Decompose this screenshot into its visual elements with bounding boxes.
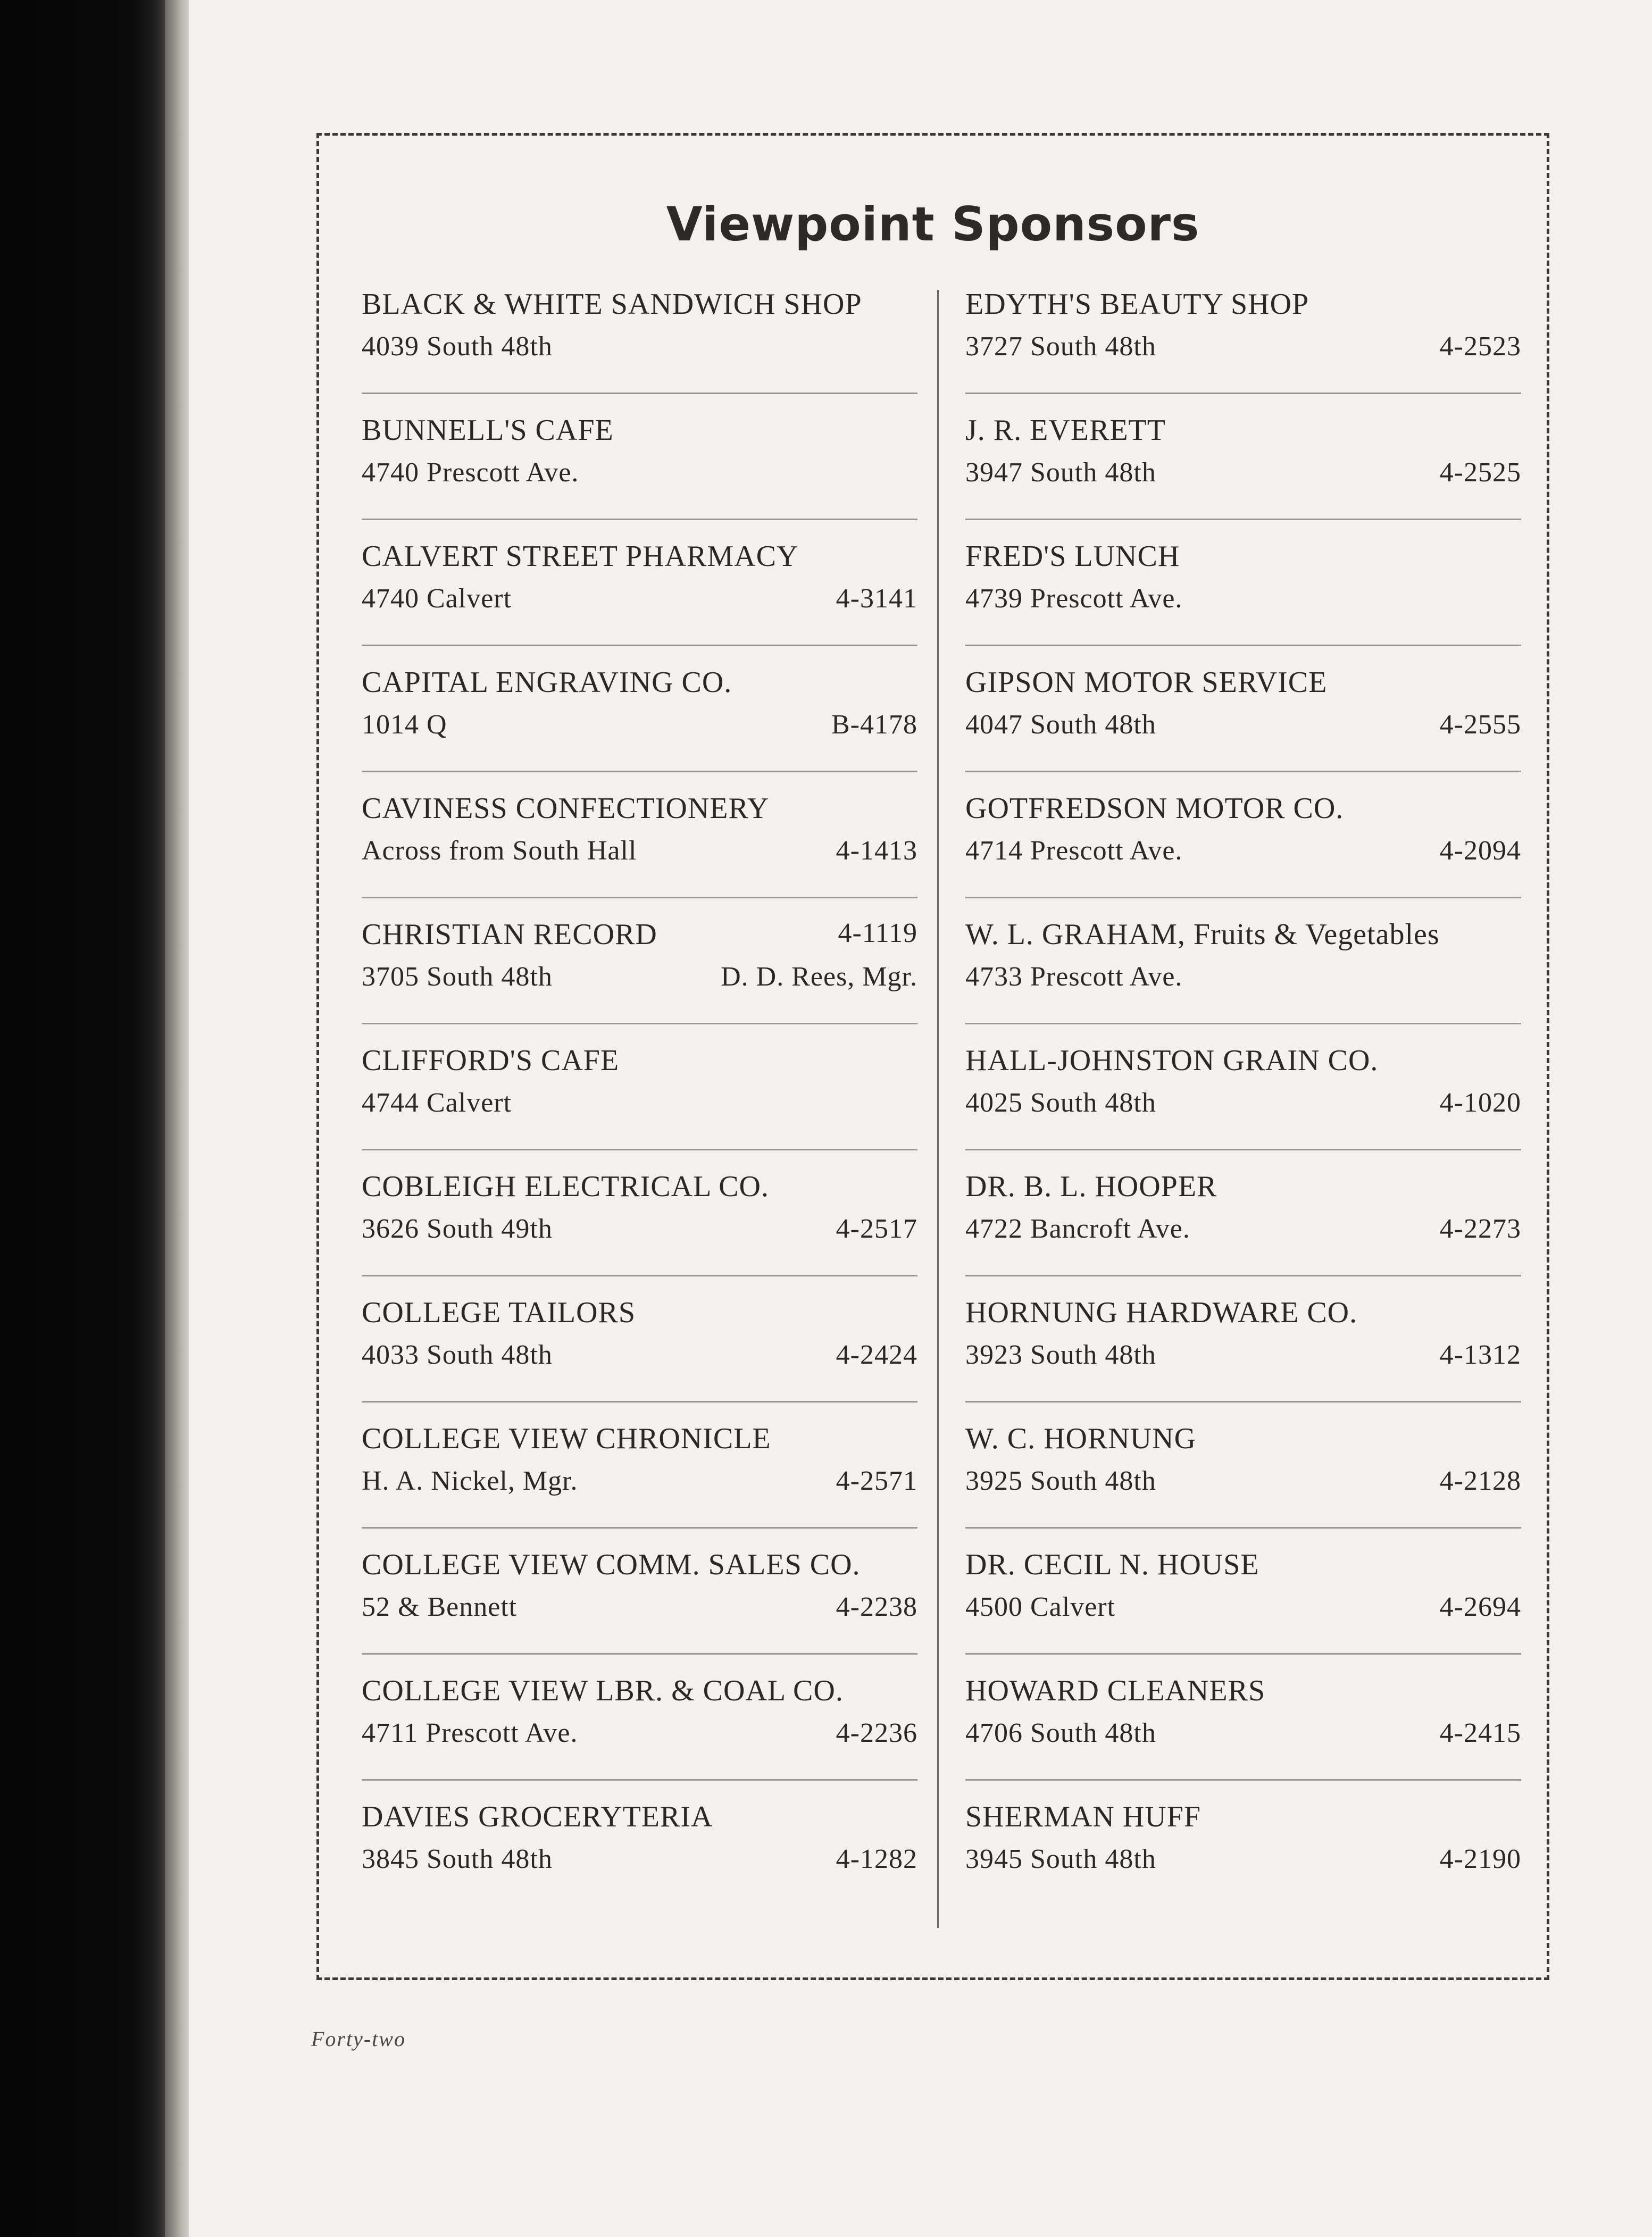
sponsor-phone: 4-1119 xyxy=(838,918,917,948)
sponsor-name: EDYTH'S BEAUTY SHOP xyxy=(965,288,1309,321)
sponsor-phone: 4-2525 xyxy=(1439,457,1521,488)
sponsor-name: CAVINESS CONFECTIONERY xyxy=(362,792,770,825)
sponsor-address: 4047 South 48th xyxy=(965,710,1156,740)
sponsor-entry xyxy=(965,287,1521,413)
sponsor-entry xyxy=(362,413,917,539)
sponsor-entry xyxy=(362,1296,917,1422)
sponsor-phone: 4-1020 xyxy=(1439,1088,1521,1118)
entry-rule xyxy=(362,1653,917,1655)
sponsor-phone: 4-2128 xyxy=(1439,1466,1521,1496)
sponsor-name: DAVIES GROCERYTERIA xyxy=(362,1800,713,1833)
sponsor-phone: 4-2571 xyxy=(836,1466,917,1496)
sponsor-phone: 4-2424 xyxy=(836,1340,917,1370)
entry-rule xyxy=(965,1023,1521,1024)
sponsor-entry xyxy=(362,665,917,791)
sponsor-name: BLACK & WHITE SANDWICH SHOP xyxy=(362,288,862,321)
sponsor-phone: 4-1413 xyxy=(836,836,917,866)
sponsor-name: CHRISTIAN RECORD xyxy=(362,918,657,951)
sponsor-entry xyxy=(362,1800,917,1926)
sponsor-address: 1014 Q xyxy=(362,710,447,740)
sponsor-phone: 4-1282 xyxy=(836,1844,917,1874)
entry-rule xyxy=(362,1779,917,1781)
sponsor-name: COLLEGE VIEW LBR. & COAL CO. xyxy=(362,1674,844,1707)
sponsor-entry xyxy=(965,791,1521,917)
sponsor-name: COLLEGE TAILORS xyxy=(362,1296,636,1329)
sponsor-name: FRED'S LUNCH xyxy=(965,540,1180,573)
entry-rule xyxy=(965,645,1521,646)
entry-rule xyxy=(362,897,917,898)
sponsor-name: COBLEIGH ELECTRICAL CO. xyxy=(362,1170,769,1203)
sponsor-name: SHERMAN HUFF xyxy=(965,1800,1201,1833)
sponsor-name: CLIFFORD'S CAFE xyxy=(362,1044,620,1077)
entry-rule xyxy=(965,897,1521,898)
sponsor-address: 52 & Bennett xyxy=(362,1592,518,1622)
sponsor-address: 3727 South 48th xyxy=(965,331,1156,362)
sponsor-phone: 4-2190 xyxy=(1439,1844,1521,1874)
sponsor-address: Across from South Hall xyxy=(362,836,637,866)
entry-rule xyxy=(965,1527,1521,1529)
sponsor-entry xyxy=(965,917,1521,1044)
sponsor-address: 4033 South 48th xyxy=(362,1340,553,1370)
sponsor-name: COLLEGE VIEW CHRONICLE xyxy=(362,1422,771,1455)
sponsor-phone: 4-3141 xyxy=(836,583,917,614)
entry-rule xyxy=(362,393,917,394)
sponsor-entry xyxy=(965,1296,1521,1422)
sponsor-name: DR. B. L. HOOPER xyxy=(965,1170,1217,1203)
sponsor-name: W. C. HORNUNG xyxy=(965,1422,1197,1455)
sponsor-address: 3845 South 48th xyxy=(362,1844,553,1874)
sponsor-name: J. R. EVERETT xyxy=(965,414,1166,447)
sponsor-name: CALVERT STREET PHARMACY xyxy=(362,540,799,573)
sponsor-manager: D. D. Rees, Mgr. xyxy=(721,962,917,992)
sponsor-entry xyxy=(965,1800,1521,1926)
sponsor-name: CAPITAL ENGRAVING CO. xyxy=(362,666,732,699)
entry-rule xyxy=(362,1275,917,1276)
sponsor-entry xyxy=(362,1422,917,1548)
sponsor-address: 4711 Prescott Ave. xyxy=(362,1718,578,1748)
sponsor-address: 4733 Prescott Ave. xyxy=(965,962,1183,992)
sponsor-name: GOTFREDSON MOTOR CO. xyxy=(965,792,1344,825)
entry-rule xyxy=(965,1275,1521,1276)
sponsor-address: H. A. Nickel, Mgr. xyxy=(362,1466,578,1496)
sponsor-name: BUNNELL'S CAFE xyxy=(362,414,614,447)
page-folio: Forty-two xyxy=(311,2027,406,2051)
sponsor-entry xyxy=(362,539,917,665)
sponsor-entry xyxy=(362,1674,917,1800)
sponsor-phone: 4-2236 xyxy=(836,1718,917,1748)
sponsor-entry xyxy=(965,1674,1521,1800)
sponsor-name: HORNUNG HARDWARE CO. xyxy=(965,1296,1358,1329)
sponsor-name: DR. CECIL N. HOUSE xyxy=(965,1548,1259,1581)
sponsor-address: 4039 South 48th xyxy=(362,331,553,362)
entry-rule xyxy=(965,1149,1521,1150)
sponsor-phone: B-4178 xyxy=(831,710,917,740)
entry-rule xyxy=(362,771,917,772)
sponsor-entry xyxy=(965,1548,1521,1674)
sponsor-address: 3705 South 48th xyxy=(362,962,553,992)
book-binding xyxy=(0,0,165,2237)
sponsor-name: COLLEGE VIEW COMM. SALES CO. xyxy=(362,1548,861,1581)
sponsor-entry xyxy=(965,1170,1521,1296)
sponsor-phone: 4-2238 xyxy=(836,1592,917,1622)
sponsor-entry xyxy=(362,1044,917,1170)
sponsor-phone: 4-2517 xyxy=(836,1214,917,1244)
sponsor-address: 4714 Prescott Ave. xyxy=(965,836,1183,866)
sponsor-address: 4744 Calvert xyxy=(362,1088,512,1118)
sponsor-entry xyxy=(362,1548,917,1674)
entry-rule xyxy=(362,1527,917,1529)
entry-rule xyxy=(965,771,1521,772)
entry-rule xyxy=(965,519,1521,520)
sponsor-entry xyxy=(362,1170,917,1296)
right-sponsor-column xyxy=(965,287,1521,1926)
sponsor-phone: 4-2694 xyxy=(1439,1592,1521,1622)
sponsor-entry xyxy=(965,413,1521,539)
sponsor-entry xyxy=(362,287,917,413)
sponsor-address: 3925 South 48th xyxy=(965,1466,1156,1496)
column-divider xyxy=(937,290,939,1928)
sponsor-address: 4500 Calvert xyxy=(965,1592,1116,1622)
entry-rule xyxy=(965,1653,1521,1655)
sponsor-address: 3923 South 48th xyxy=(965,1340,1156,1370)
sponsor-phone: 4-2523 xyxy=(1439,331,1521,362)
entry-rule xyxy=(965,393,1521,394)
sponsor-name: GIPSON MOTOR SERVICE xyxy=(965,666,1328,699)
entry-rule xyxy=(362,645,917,646)
sponsor-entry xyxy=(965,1422,1521,1548)
sponsor-phone: 4-1312 xyxy=(1439,1340,1521,1370)
sponsor-entry xyxy=(362,791,917,917)
sponsor-entry xyxy=(362,917,917,1044)
sponsor-entry xyxy=(965,665,1521,791)
sponsor-address: 3945 South 48th xyxy=(965,1844,1156,1874)
left-sponsor-column xyxy=(362,287,917,1926)
entry-rule xyxy=(362,1401,917,1403)
sponsor-name: HALL-JOHNSTON GRAIN CO. xyxy=(965,1044,1379,1077)
sponsor-phone: 4-2555 xyxy=(1439,710,1521,740)
sponsor-phone: 4-2415 xyxy=(1439,1718,1521,1748)
sponsor-phone: 4-2094 xyxy=(1439,836,1521,866)
page-title: Viewpoint Sponsors xyxy=(666,197,1200,252)
sponsor-address: 4739 Prescott Ave. xyxy=(965,583,1183,614)
entry-rule xyxy=(965,1401,1521,1403)
sponsor-phone: 4-2273 xyxy=(1439,1214,1521,1244)
sponsor-address: 3947 South 48th xyxy=(965,457,1156,488)
sponsor-entry xyxy=(965,1044,1521,1170)
page-edge xyxy=(165,0,189,2237)
sponsor-address: 4025 South 48th xyxy=(965,1088,1156,1118)
sponsor-address: 3626 South 49th xyxy=(362,1214,553,1244)
sponsor-address: 4722 Bancroft Ave. xyxy=(965,1214,1190,1244)
sponsor-name: HOWARD CLEANERS xyxy=(965,1674,1266,1707)
sponsor-address: 4740 Calvert xyxy=(362,583,512,614)
sponsor-address: 4740 Prescott Ave. xyxy=(362,457,579,488)
sponsor-address: 4706 South 48th xyxy=(965,1718,1156,1748)
sponsor-name: W. L. GRAHAM, Fruits & Vegetables xyxy=(965,918,1440,951)
sponsor-entry xyxy=(965,539,1521,665)
entry-rule xyxy=(362,519,917,520)
entry-rule xyxy=(965,1779,1521,1781)
entry-rule xyxy=(362,1023,917,1024)
entry-rule xyxy=(362,1149,917,1150)
